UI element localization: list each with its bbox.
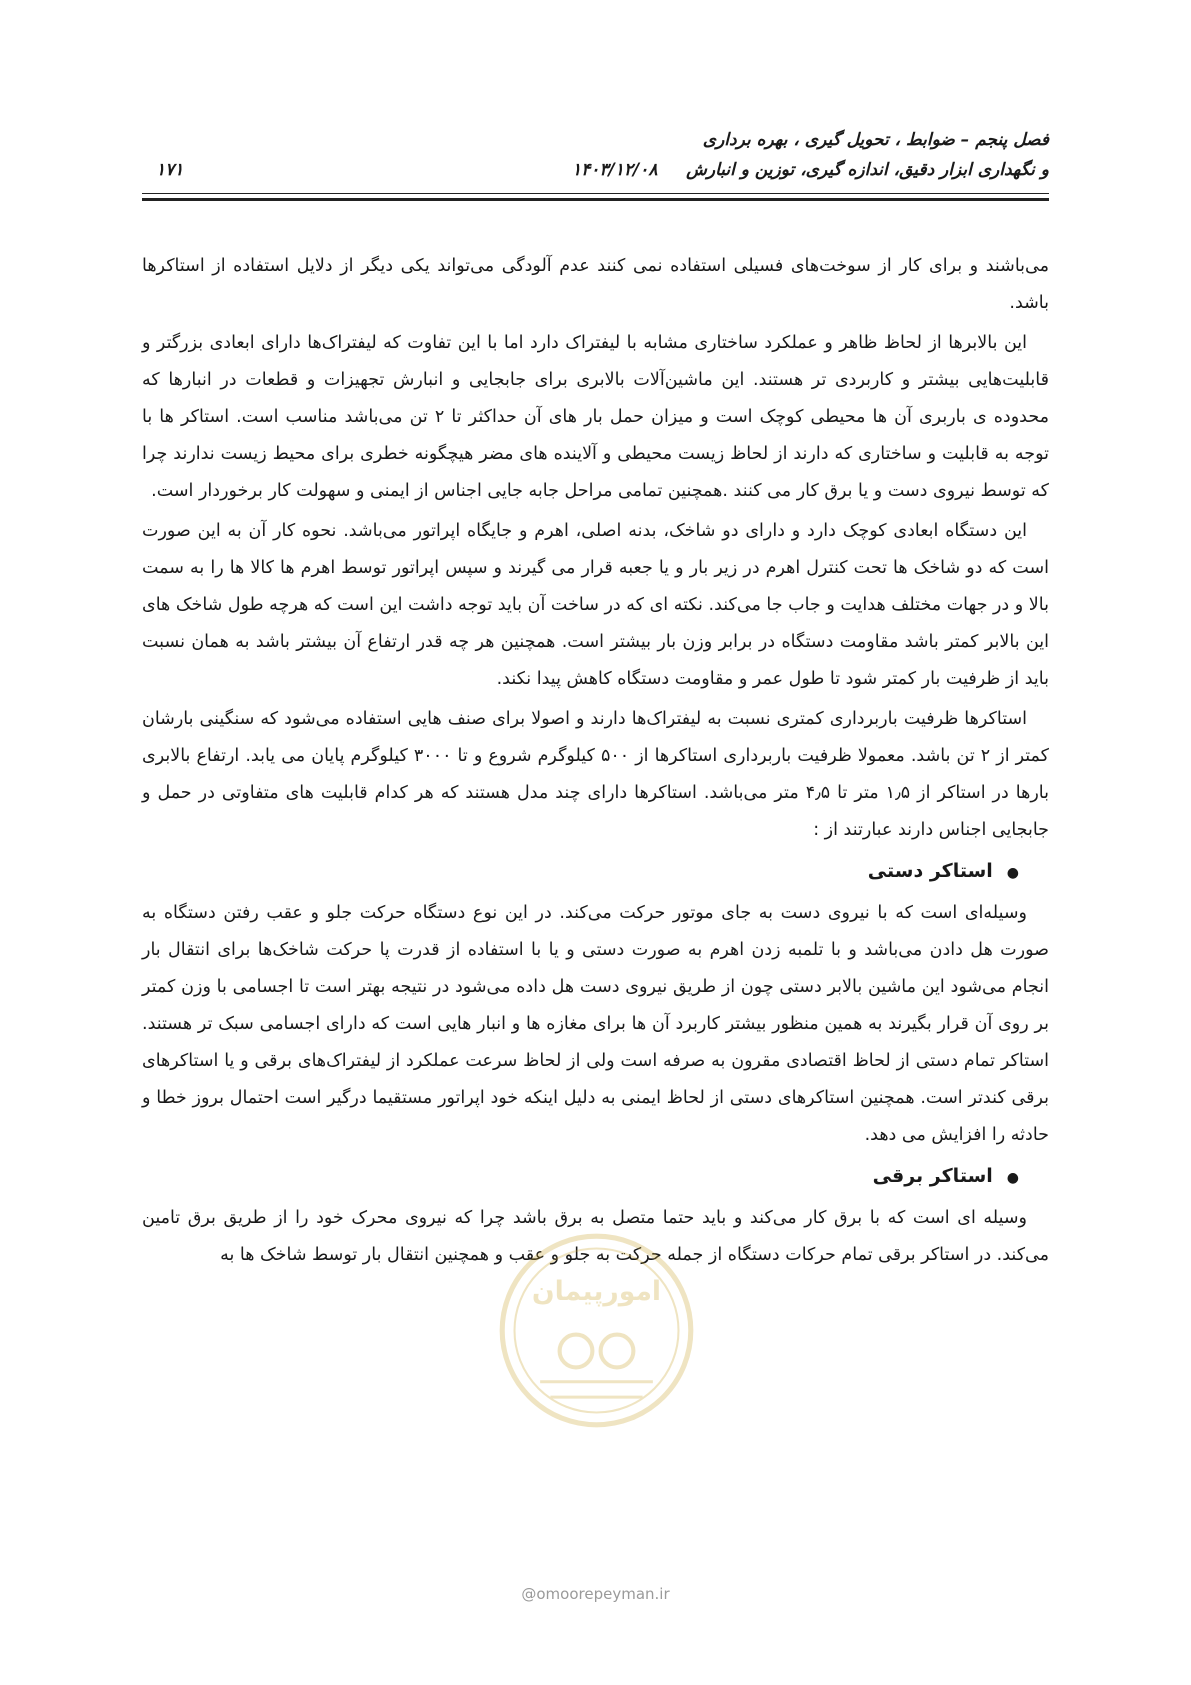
watermark-site: @omoorepeyman.ir [521, 1585, 670, 1603]
bullet-icon: ● [1006, 865, 1019, 881]
paragraph: استاکرها ظرفیت باربرداری کمتری نسبت به لیفتراک‌ها دارند و اصولا برای صنف هایی استفاده می‌شود که سنگینی بارشان کمتر از ۲ تن باشد. معمولا ظرفیت باربرداری استاکرها از ۵۰۰ کیلوگرم شروع و تا ۳۰۰۰ کیلوگرم پایان می یابد. ارتفاع بالابری بارها در استاکر از ۱٫۵ متر تا ۴٫۵ متر می‌باشد. استاکرها دارای چند مدل هستند که هر کدام قابلیت های متفاوتی در حمل و جابجایی اجناس دارند عبارتند از : [142, 709, 1050, 840]
chapter-title-line1: فصل پنجم – ضوابط ، تحویل گیری ، بهره برداری [702, 130, 1049, 150]
header-date: ۱۴۰۳/۱۲/۰۸ [572, 160, 658, 180]
chapter-title-line2: و نگهداری ابزار دقیق، اندازه گیری، توزین و انبارش [686, 160, 1049, 180]
page-header [142, 128, 1049, 198]
bullet-icon: ● [1006, 1170, 1019, 1186]
page-number: ۱۷۱ [156, 160, 184, 180]
paragraph: این بالابرها از لحاظ ظاهر و عملکرد ساختاری مشابه با لیفتراک دارد اما با این تفاوت که لیفتراک‌ها دارای ابعادی بزرگتر و قابلیت‌هایی بیشتر و کاربردی تر هستند. این ماشین‌آلات بالابری برای جابجایی و انبارش تجهیزات و قطعات در انبارها که محدوده ی باربری آن ها محیطی کوچک است و میزان حمل بار های آن حداکثر تا ۲ تن می‌باشد مناسب است. استاکر ها با توجه به قابلیت و ساختاری که دارند از لحاظ زیست محیطی و آلاینده های مضر هیچگونه خطری برای محیط زیست ندارند چرا که توسط نیروی دست و یا برق کار می کنند .همچنین تمامی مراحل جابه جایی اجناس از ایمنی و سهولت کار برخوردار است. [142, 333, 1050, 501]
watermark-logo [494, 1228, 699, 1433]
paragraph: وسیله ای است که با برق کار می‌کند و باید حتما متصل به برق باشد چرا که نیروی محرک خود را از طریق برق تامین می‌کند. در استاکر برقی تمام حرکات دستگاه از جمله حرکت به جلو و عقب و همچنین انتقال بار توسط شاخک ها به [142, 1208, 1049, 1265]
heading-text: استاکر دستی [867, 860, 993, 882]
paragraph: این دستگاه ابعادی کوچک دارد و دارای دو شاخک، بدنه اصلی، اهرم و جایگاه اپراتور می‌باشد. نحوه کار آن به این صورت است که دو شاخک ها تحت کنترل اهرم در زیر بار و یا جعبه قرار می گیرند و سپس اپراتور توسط اهرم ها کالا ها را به سمت بالا و در جهات مختلف هدایت و جاب جا می‌کند. نکته ای که در ساخت آن باید توجه داشت این است که هرچه طول شاخک های این بالابر کمتر باشد مقاومت دستگاه در برابر وزن بار بیشتر است. همچنین هر چه قدر ارتفاع آن بیشتر باشد به همان نسبت باید از ظرفیت بار کمتر شود تا طول عمر و مقاومت دستگاه کاهش پیدا نکند. [142, 521, 1049, 689]
header-rule-thin [142, 193, 1049, 194]
paragraph: وسیله‌ای است که با نیروی دست به جای موتور حرکت می‌کند. در این نوع دستگاه حرکت جلو و عقب رفتن دستگاه به صورت هل دادن می‌باشد و با تلمبه زدن اهرم به صورت دستی و یا با استفاده از قدرت پا حرکت شاخک‌ها برای انتقال بار انجام می‌شود این ماشین بالابر دستی چون از طریق نیروی دست هل داده می‌شود در نتیجه بهتر است تا اجسامی با وزن کمتر بر روی آن قرار بگیرند به همین منظور بیشتر کاربرد آن ها برای مغازه ها و انبار هایی است که دارای اجسامی سبک تر هستند. استاکر تمام دستی از لحاظ اقتصادی مقرون به صرفه است ولی از لحاظ سرعت عملکرد از لیفتراک‌های برقی و یا استاکرهای برقی کندتر است. همچنین استاکرهای دستی از لحاظ ایمنی به دلیل اینکه خود اپراتور مستقیما درگیر است احتمال بروز خطا و حادثه را افزایش می دهد. [142, 903, 1049, 1145]
body-text [142, 248, 1049, 1277]
header-rule-thick [142, 198, 1049, 201]
section-heading-manual-stacker [142, 852, 1019, 892]
section-heading-electric-stacker [142, 1157, 1019, 1197]
heading-text: استاکر برقی [872, 1165, 993, 1187]
paragraph: می‌باشند و برای کار از سوخت‌های فسیلی استفاده نمی کنند عدم آلودگی می‌تواند یکی دیگر از دلایل استفاده از استاکرها باشد. [142, 256, 1049, 313]
watermark-logo-text: امورپیمان [531, 1275, 662, 1307]
